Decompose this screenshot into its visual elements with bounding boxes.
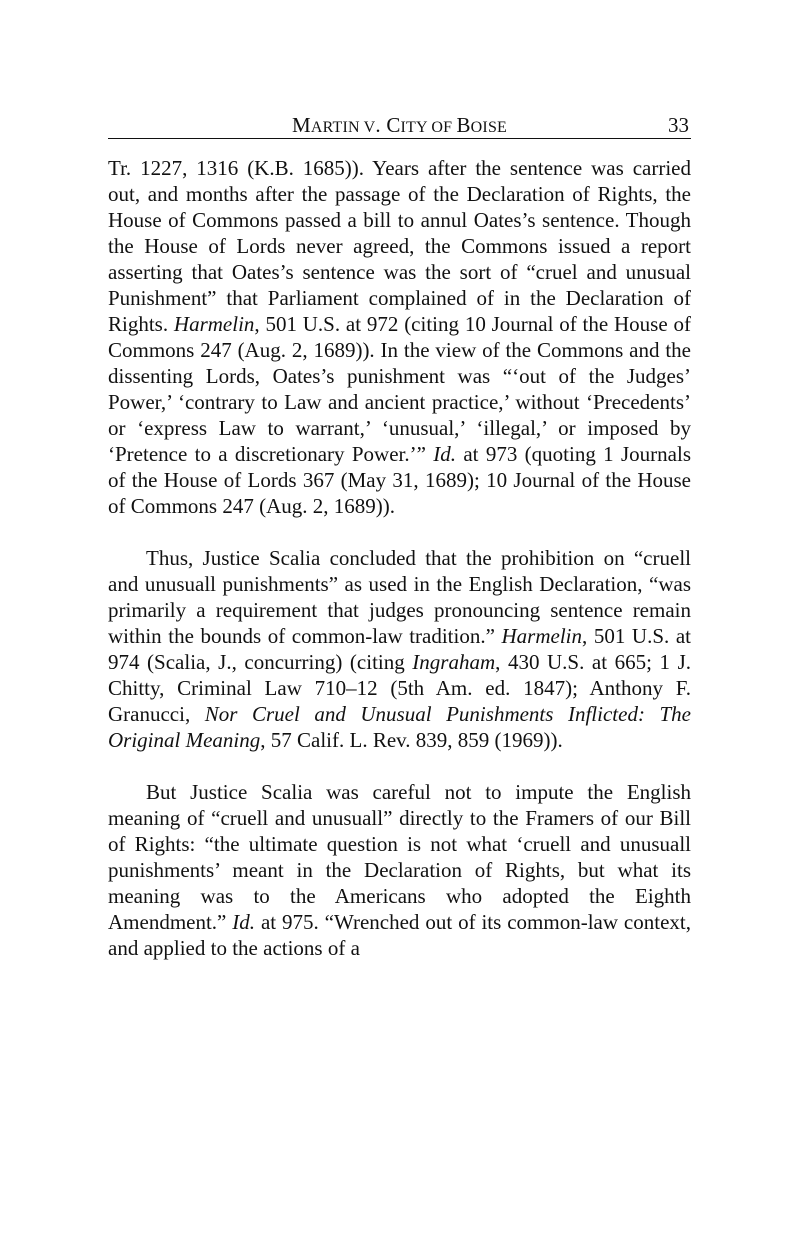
text-run: Thus, Justice Scalia concluded that the prohibition on “cruell and unusuall punishments” as used in the English Declaration, “was primarily a requirement that judges pronouncing sentence remain within the bounds of common-law tradition.” (108, 546, 691, 648)
paragraph (108, 779, 691, 961)
case-title-part: ARTIN V (310, 119, 376, 136)
text-run: But Justice Scalia was careful not to impute the English meaning of “cruell and unusuall” directly to the Framers of our Bill of Rights: “the ultimate question is not what ‘cruell and unusuall punishments’ meant in the Declaration of Rights, but what its meaning was to the Americans who adopted the Eighth Amendment.” (108, 780, 691, 934)
paragraph (108, 545, 691, 753)
case-title (108, 112, 691, 141)
text-run: at 973 (quoting 1 Journals of the House of Lords 367 (May 31, 1689); 10 Journal of the House of Commons 247 (Aug. 2, 1689)). (108, 442, 691, 518)
page-number: 33 (668, 113, 689, 137)
text-run: , 430 U.S. at 665; 1 J. Chitty, Criminal Law 710–12 (5th Am. ed. 1847); Anthony F. Granucci, (108, 650, 691, 726)
case-title-part: B (456, 113, 471, 137)
italic-citation: Harmelin (173, 312, 255, 336)
case-title-part: M (291, 113, 311, 137)
case-title-part: ITY OF (400, 119, 457, 136)
italic-citation: Id. (433, 442, 457, 466)
italic-citation: Nor Cruel and Unusual Punishments Inflicted: The Original Meaning (108, 702, 691, 752)
paragraph (108, 155, 691, 519)
text-run: Tr. 1227, 1316 (K.B. 1685)). Years after the sentence was carried out, and months after the passage of the Declaration of Rights, the House of Commons passed a bill to annul Oates’s sentence. Though the House of Lords never agreed, the Commons issued a report asserting that Oates’s sentence was the sort of “cruel and unusual Punishment” that Parliament complained of in the Declaration of Rights. (108, 156, 691, 336)
italic-citation: Harmelin (501, 624, 582, 648)
case-title-part: OISE (470, 119, 508, 136)
italic-citation: Ingraham (412, 650, 496, 674)
case-title-part: . C (375, 113, 401, 137)
italic-citation: Id. (232, 910, 256, 934)
document-page (108, 112, 691, 961)
text-run: , 57 Calif. L. Rev. 839, 859 (1969)). (260, 728, 563, 752)
running-header (108, 112, 691, 139)
text-run: , 501 U.S. at 972 (citing 10 Journal of the House of Commons 247 (Aug. 2, 1689)). In the view of the Commons and the dissenting Lords, Oates’s punishment was “‘out of the Judges’ Power,’ ‘contrary to Law and ancient practice,’ without ‘Precedents’ or ‘express Law to warrant,’ ‘unusual,’ ‘illegal,’ or imposed by ‘Pretence to a discretionary Power.’” (108, 312, 691, 466)
body-text (108, 155, 691, 961)
text-run: at 975. “Wrenched out of its common-law context, and applied to the actions of a (108, 910, 691, 960)
text-run: , 501 U.S. at 974 (Scalia, J., concurring) (citing (108, 624, 691, 674)
